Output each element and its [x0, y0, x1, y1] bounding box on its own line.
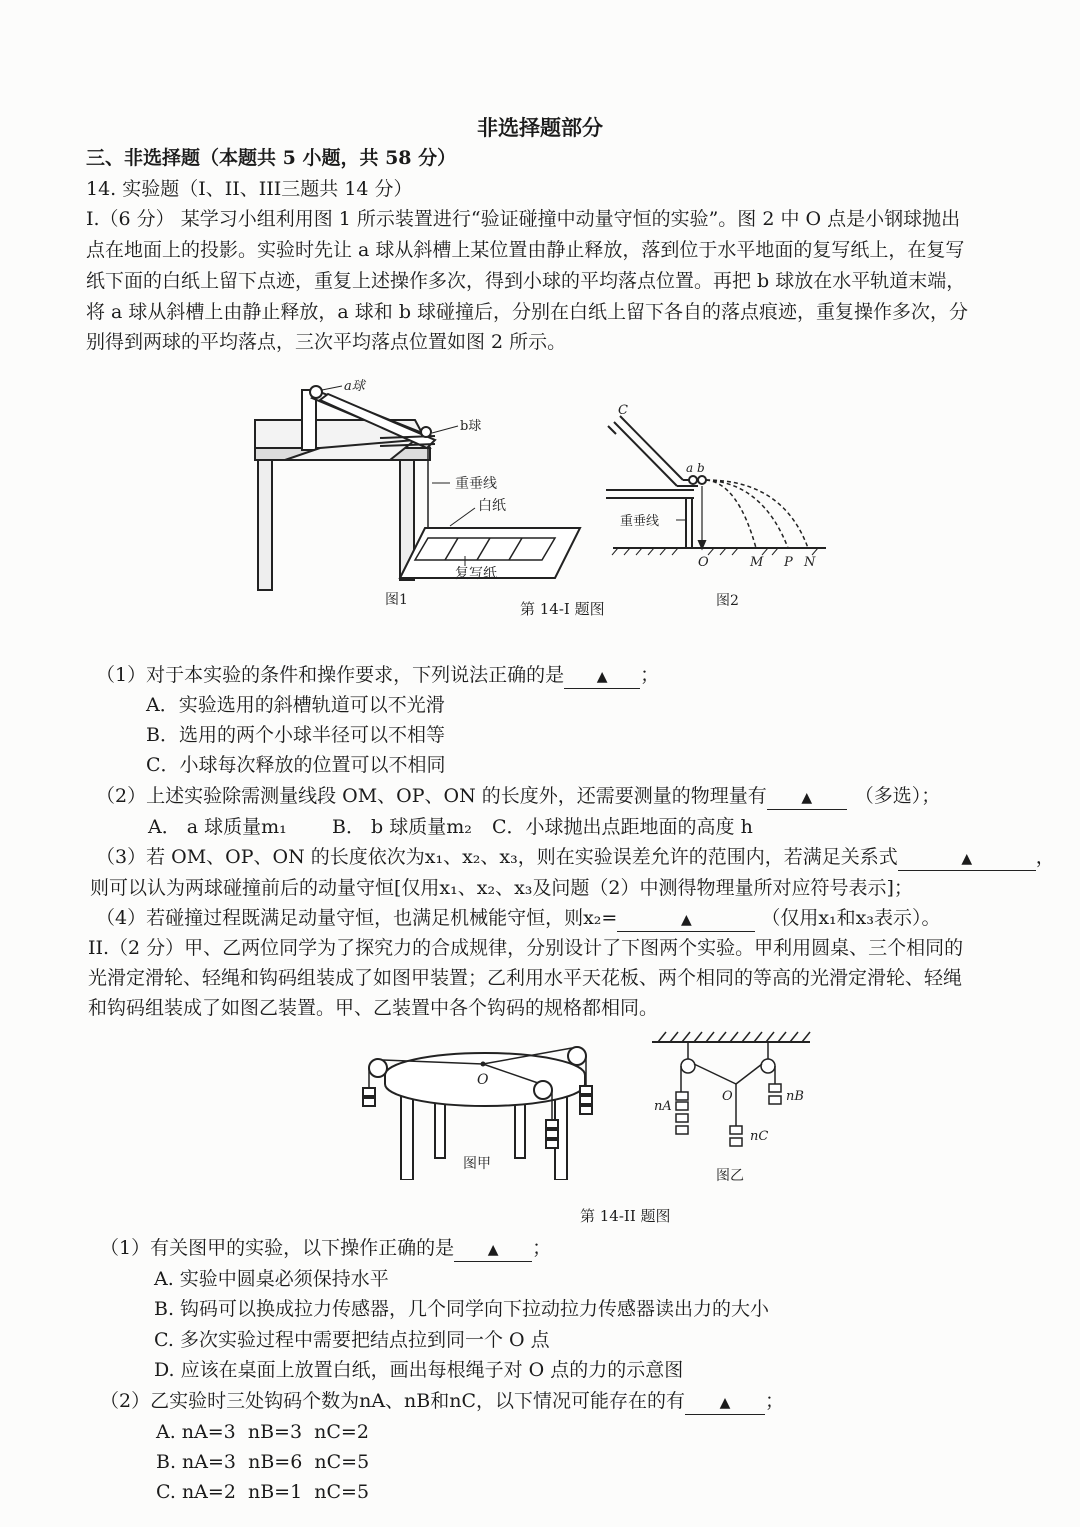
part-heading: 三、非选择题（本题共 5 小题，共 58 分） [86, 147, 457, 169]
q14-1-q4 [96, 903, 941, 933]
q14-2-q1-option-b: B. 钩码可以换成拉力传感器，几个同学向下拉动拉力传感器读出力的大小 [154, 1298, 770, 1320]
fig-14-2-caption: 第 14-II 题图 [580, 1207, 671, 1225]
section-title: 非选择题部分 [477, 115, 603, 140]
fig1-label-b: b球 [460, 419, 482, 434]
q14-1-intro-line-4: 将 a 球从斜槽上由静止释放，a 球和 b 球碰撞后，分别在白纸上留下各自的落点痕迹，重复操作多次，分 [86, 301, 969, 323]
q14-1-q2-stem: （2）上述实验除需测量线段 OM、OP、ON 的长度外，还需要测量的物理量有 [96, 785, 767, 807]
q14-1-q4-tail: （仅用x₁和x₃表示）。 [761, 907, 941, 929]
fig-yi-label-na: nA [654, 1099, 672, 1114]
q14-1-q2-answer-blank[interactable]: ▲ [767, 787, 847, 810]
fig2-label-plumb: 重垂线 [620, 514, 660, 529]
q14-2-intro-line-3: 和钩码组装成了如图乙装置。甲、乙装置中各个钩码的规格都相同。 [88, 997, 659, 1019]
q14-2-q2-option-a: A. nA=3 nB=3 nC=2 [156, 1421, 369, 1443]
q14-1-q2-option-c: C．小球抛出点距地面的高度 h [492, 816, 753, 838]
q14-1-q1-tail: ； [640, 664, 660, 686]
q14-1-q3-line-2: 则可以认为两球碰撞前后的动量守恒[仅用x₁、x₂、x₃及问题（2）中测得物理量所对应符号表示]； [90, 877, 913, 899]
q14-1-q2-tail: （多选）； [854, 785, 941, 807]
fig-yi-label-nb: nB [786, 1089, 804, 1104]
fig2-label-c: C [618, 403, 628, 418]
q14-1-q4-stem: （4）若碰撞过程既满足动量守恒，也满足机械能守恒，则x₂= [96, 907, 618, 929]
fig2-label-o: O [698, 555, 709, 570]
fig-yi-label-o: O [722, 1089, 733, 1104]
q14-1-intro-line-5: 别得到两球的平均落点，三次平均落点位置如图 2 所示。 [86, 331, 567, 353]
fig2-label-ab: a b [686, 461, 705, 475]
q14-1-q2-option-a: A． a 球质量m₁ [148, 816, 287, 838]
fig-jia-caption: 图甲 [463, 1156, 491, 1172]
q14-2-q2-stem: （2）乙实验时三处钩码个数为nA、nB和nC，以下情况可能存在的有 [100, 1390, 686, 1412]
q14-1-q1-option-c: C．小球每次释放的位置可以不相同 [146, 754, 446, 776]
fig1-label-carbon: 复写纸 [455, 566, 497, 582]
q14-heading: 14. 实验题（I、II、III三题共 14 分） [86, 178, 413, 200]
fig1-label-plumb: 重垂线 [455, 476, 497, 492]
fig-jia-label-o: O [477, 1072, 489, 1088]
q14-1-q2-option-b: B． b 球质量m₂ [332, 816, 472, 838]
q14-1-q3-stem: （3）若 OM、OP、ON 的长度依次为x₁、x₂、x₃，则在实验误差允许的范围内，若满足关系式 [96, 846, 898, 868]
q14-1-q1 [96, 660, 659, 690]
q14-2-q1-tail: ； [532, 1237, 552, 1259]
q14-1-q1-answer-blank[interactable]: ▲ [564, 666, 640, 689]
fig2-label-p: P [784, 555, 793, 570]
fig-14-1-caption: 第 14-I 题图 [520, 600, 605, 618]
fig-yi-label-nc: nC [750, 1129, 769, 1144]
figure-yi-ceiling-pulleys [640, 1022, 820, 1187]
fig1-caption: 图1 [385, 592, 408, 608]
q14-2-q2-option-c: C. nA=2 nB=1 nC=5 [156, 1481, 370, 1503]
fig-yi-caption: 图乙 [716, 1168, 744, 1184]
q14-2-q1-option-d: D. 应该在桌面上放置白纸，画出每根绳子对 O 点的力的示意图 [154, 1359, 684, 1381]
q14-1-q4-answer-blank[interactable]: ▲ [617, 909, 755, 932]
figure-2-trajectory [598, 398, 838, 608]
fig2-caption: 图2 [716, 593, 739, 608]
q14-2-q1-option-c: C. 多次实验过程中需要把结点拉到同一个 O 点 [154, 1329, 550, 1351]
q14-1-intro-line-1: I.（6 分） 某学习小组利用图 1 所示装置进行“验证碰撞中动量守恒的实验”。图 2 中 O 点是小钢球抛出 [86, 208, 961, 230]
q14-2-q2-answer-blank[interactable]: ▲ [685, 1392, 765, 1415]
q14-2-q1-answer-blank[interactable]: ▲ [454, 1239, 532, 1262]
fig1-label-a: a球 [344, 379, 365, 394]
q14-1-q1-option-a: A．实验选用的斜槽轨道可以不光滑 [146, 694, 445, 716]
q14-1-q1-option-b: B．选用的两个小球半径可以不相等 [146, 724, 445, 746]
q14-1-q1-stem: （1）对于本实验的条件和操作要求，下列说法正确的是 [96, 664, 565, 686]
q14-2-q2 [100, 1386, 784, 1416]
fig2-label-n: N [804, 555, 816, 570]
fig2-label-m: M [750, 555, 764, 570]
q14-1-q3-line-1 [96, 842, 1055, 872]
q14-1-intro-line-3: 纸下面的白纸上留下点迹，重复上述操作多次，得到小球的平均落点位置。再把 b 球放在水平轨道末端， [86, 270, 966, 292]
q14-1-q3-answer-blank[interactable]: ▲ [898, 848, 1036, 871]
q14-2-intro-line-2: 光滑定滑轮、轻绳和钩码组装成了如图甲装置；乙利用水平天花板、两个相同的等高的光滑定滑轮、轻绳 [88, 967, 963, 989]
figure-jia-round-table [355, 1030, 615, 1180]
q14-2-q1-option-a: A. 实验中圆桌必须保持水平 [154, 1268, 389, 1290]
q14-1-q2 [96, 781, 940, 811]
q14-2-intro-line-1: II.（2 分）甲、乙两位同学为了探究力的合成规律，分别设计了下图两个实验。甲利用圆桌、三个相同的 [88, 937, 964, 959]
q14-2-q2-tail: ； [765, 1390, 785, 1412]
q14-2-q1-stem: （1）有关图甲的实验，以下操作正确的是 [100, 1237, 455, 1259]
q14-2-q2-option-b: B. nA=3 nB=6 nC=5 [156, 1451, 370, 1473]
fig1-label-white: 白纸 [478, 498, 506, 514]
q14-2-q1 [100, 1233, 551, 1263]
q14-1-intro-line-2: 点在地面上的投影。实验时先让 a 球从斜槽上某位置由静止释放，落到位于水平地面的复写纸上，在复写 [86, 239, 965, 261]
figure-1-apparatus [250, 378, 590, 613]
q14-1-q3-tail: ， [1035, 846, 1055, 868]
